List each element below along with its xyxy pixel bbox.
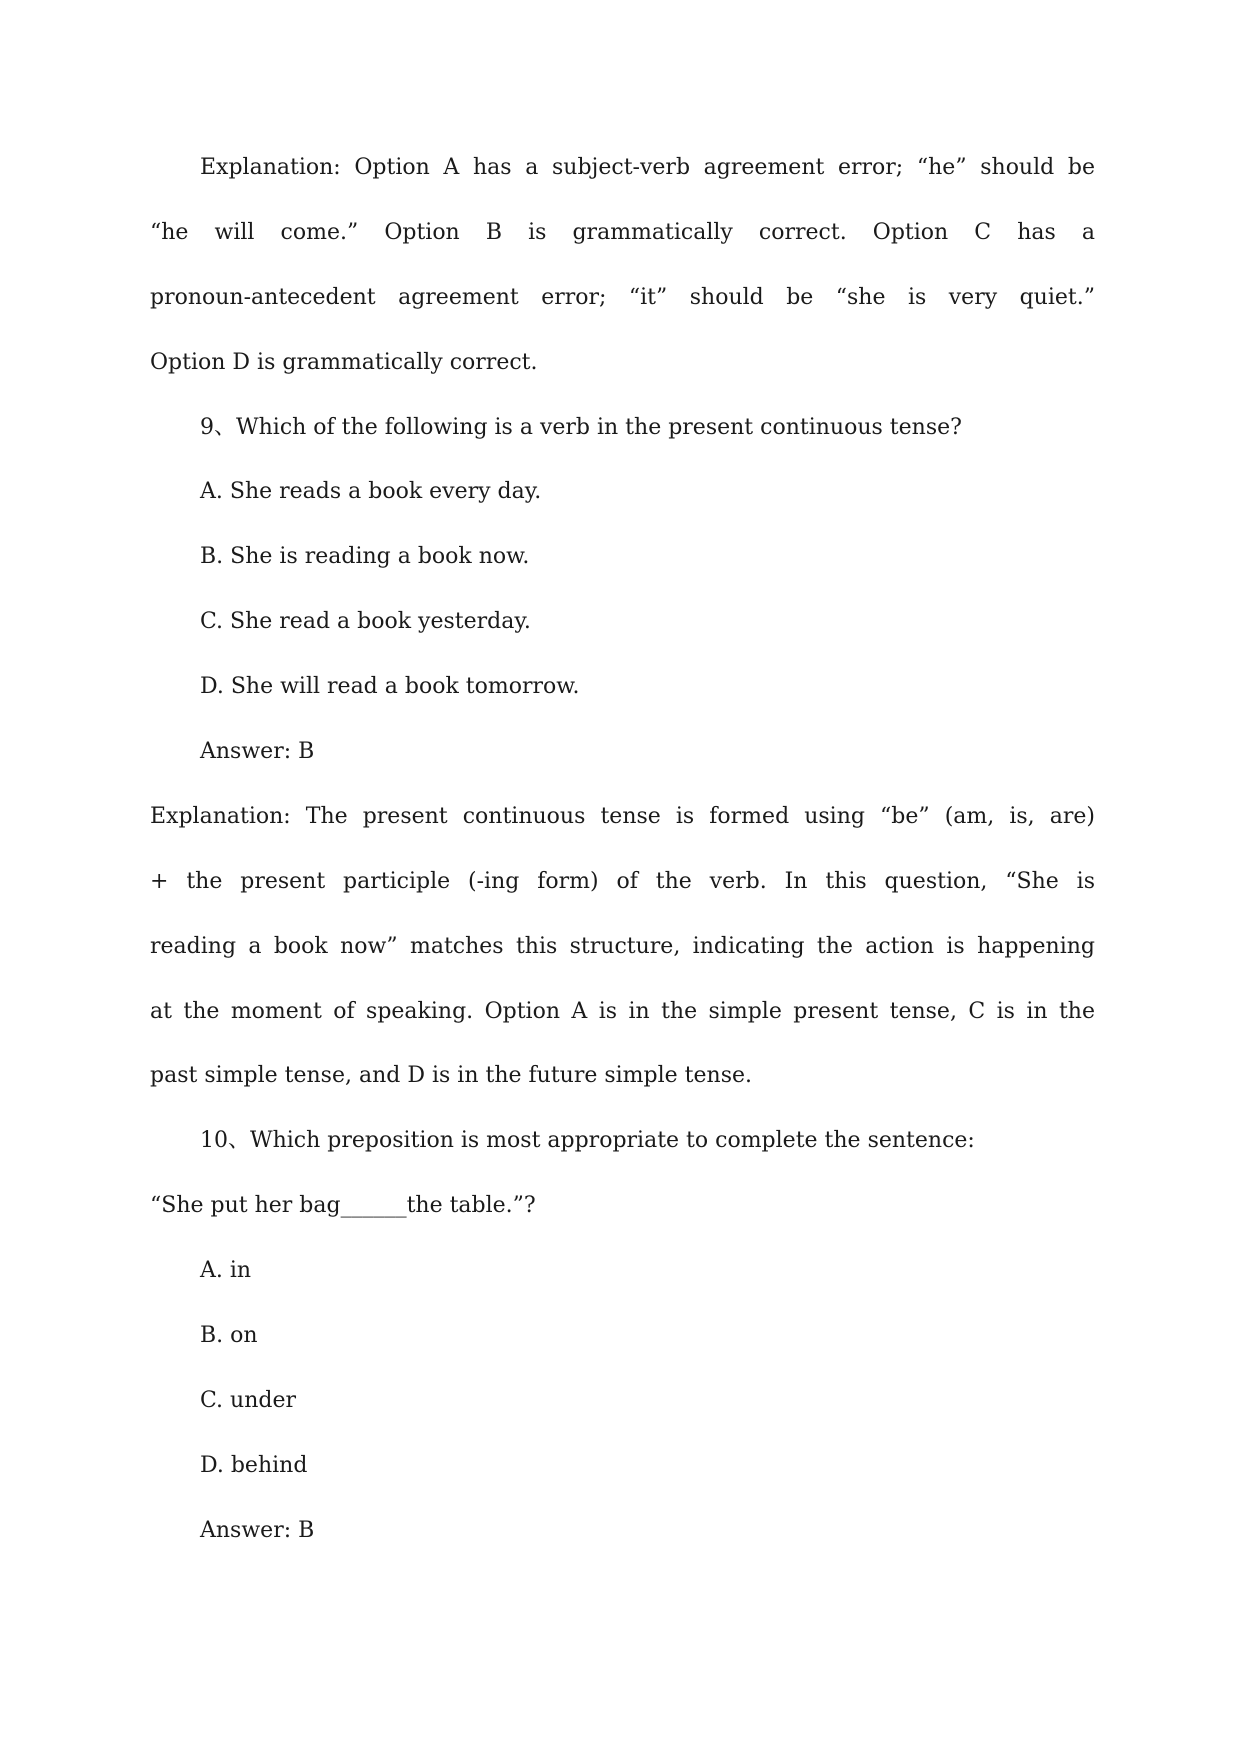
- q10-question-line-2: “She put her bag______the table.”?: [150, 1193, 536, 1219]
- q9-answer: Answer: B: [200, 739, 315, 765]
- q9-explanation-line-2: + the present participle (-ing form) of the verb. In this question, “She is: [150, 868, 1095, 894]
- q8-explanation-line-1: Explanation: Option A has a subject-verb agreement error; “he” should be: [200, 155, 1095, 180]
- q9-question-text: 9、Which of the following is a verb in the present continuous tense?: [200, 414, 962, 440]
- q10-option-c: C. under: [200, 1387, 296, 1413]
- q9-option-c: C. She read a book yesterday.: [200, 609, 531, 635]
- question-9: [150, 396, 1095, 1110]
- document-page: [150, 136, 1095, 1564]
- q9-explanation-line-5: past simple tense, and D is in the future simple tense.: [150, 1063, 753, 1089]
- q9-explanation: [150, 785, 1095, 1109]
- q9-explanation-line-3: reading a book now” matches this structure, indicating the action is happening: [150, 933, 1095, 959]
- q10-option-d: D. behind: [200, 1452, 308, 1478]
- q10-option-a: A. in: [200, 1258, 252, 1284]
- q10-option-b: B. on: [200, 1323, 258, 1349]
- q10-question-line-1: 10、Which preposition is most appropriate to complete the sentence:: [200, 1128, 975, 1154]
- q9-explanation-line-1: Explanation: The present continuous tense is formed using “be” (am, is, are): [150, 803, 1095, 829]
- q10-answer: Answer: B: [200, 1517, 315, 1543]
- q9-explanation-line-4: at the moment of speaking. Option A is in the simple present tense, C is in the: [150, 998, 1095, 1024]
- q9-option-a: A. She reads a book every day.: [200, 479, 542, 505]
- q8-explanation-line-2: “he will come.” Option B is grammatically correct. Option C has a: [150, 219, 1095, 245]
- q8-explanation-line-4: Option D is grammatically correct.: [150, 349, 538, 375]
- q8-explanation-line-3: pronoun-antecedent agreement error; “it” should be “she is very quiet.”: [150, 284, 1095, 310]
- question-10: [150, 1109, 1095, 1563]
- q8-explanation: [150, 136, 1095, 396]
- q9-option-b: B. She is reading a book now.: [200, 544, 530, 570]
- q9-option-d: D. She will read a book tomorrow.: [200, 674, 580, 700]
